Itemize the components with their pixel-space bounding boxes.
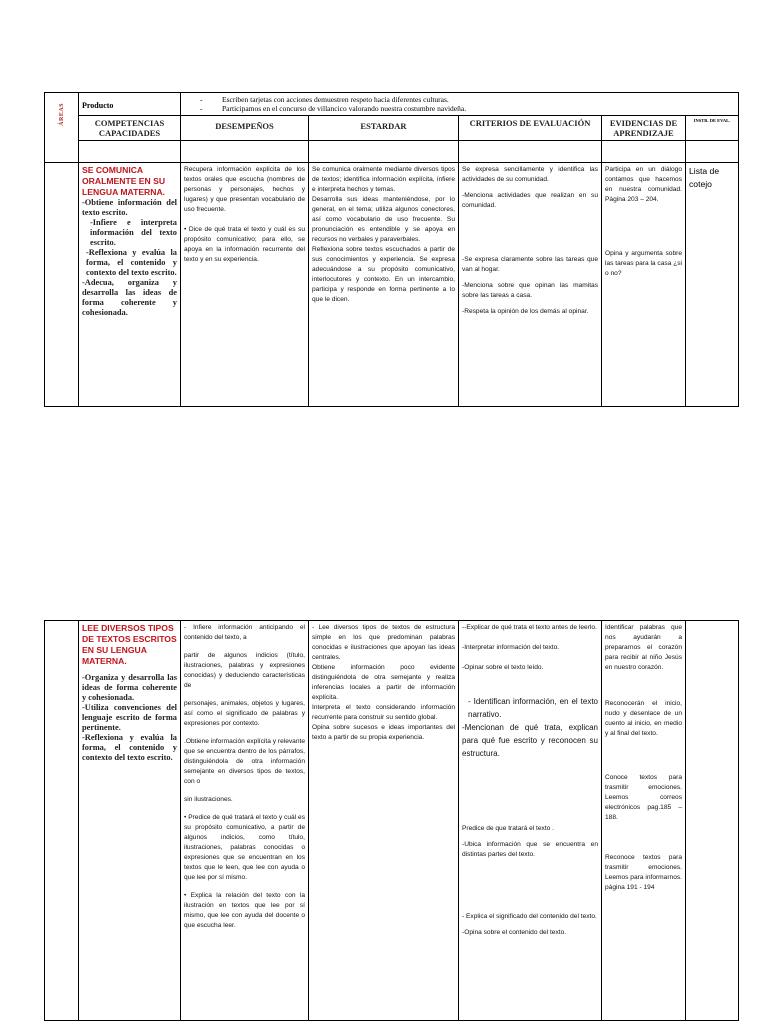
header-evidencias: EVIDENCIAS DE APRENDIZAJE [602, 116, 686, 141]
desempenos-cell [181, 163, 309, 407]
criterio-item: -Menciona actividades que realizan en su comunidad. [462, 192, 598, 209]
evidencia-item: Opina y argumenta sobre las tareas para la casa ¿si o no? [605, 250, 682, 277]
capacidad-item: -Adecua, organiza y desarrolla las ideas de forma coherente y cohesionada. [82, 278, 177, 317]
criterio-item: -Se expresa claramente sobre las tareas que van al hogar. [462, 256, 598, 273]
desempeno-item: Recupera información explícita de los textos orales que escucha (nombres de personas y personajes, hechos y lugares) y que presentan vocabulario de uso frecuente. [184, 166, 305, 213]
desempeno-item: .Obtiene información explícita y relevante que se encuentra dentro de los párrafos, distinguiéndola de otra información semejante en diversos tipos de textos, con o [184, 738, 305, 785]
competencia-title: SE COMUNICA ORALMENTE EN SU LENGUA MATERNA. [82, 165, 166, 197]
evidencia-item: Reconocerán el inicio, nudo y desenlace de un cuento al inicio, en medio y al final del texto. [605, 700, 682, 737]
capacidad-item: -Obtiene información del texto escrito. [82, 198, 177, 217]
evidencia-item: Conoce textos para trasmitir emociones. Leemos correos electrónicos pag.185 – 188. [605, 774, 682, 821]
header-instrumento: INSTR. DE EVAL. [686, 116, 739, 141]
estandar-item: Opina sobre sucesos e ideas importantes del texto a partir de su propia experiencia. [312, 724, 455, 741]
producto-label: Producto [82, 101, 114, 110]
area-cell-empty [45, 163, 79, 407]
competencia-cell [79, 163, 181, 407]
estandar-item: Reflexiona sobre textos escuchados a partir de sus conocimientos y experiencia. Se expresa adecuándose a su propósito comunicativo, interlocutores y contexto. En un intercambio, participa y responde en forma pertinente a lo que le dicen. [312, 246, 455, 303]
planning-table-bottom [44, 620, 739, 1021]
instrumento-cell [686, 163, 739, 407]
criterio-item: -Opina sobre el contenido del texto. [462, 929, 567, 936]
estandar-cell [309, 621, 459, 1021]
areas-label: ÁREAS [58, 103, 65, 126]
criterios-cell [459, 621, 602, 1021]
capacidad-item: -Infiere e interpreta información del texto escrito. [90, 218, 177, 247]
criterio-item: -Opinar sobre el texto leído. [462, 664, 544, 671]
instrumento-text: Lista de cotejo [689, 166, 720, 189]
desempenos-cell [181, 621, 309, 1021]
producto-label-cell [79, 93, 181, 116]
planning-table-top [44, 92, 739, 407]
header-competencias: COMPETENCIAS CAPACIDADES [79, 116, 181, 141]
estandar-item: Se comunica oralmente mediante diversos tipos de textos; identifica información explícita, infiere e interpreta hechos y temas. [312, 166, 455, 193]
capacidad-item: -Reflexiona y evalúa la forma, el contenido y contexto del texto escrito. [86, 248, 177, 277]
capacidad-item: -Reflexiona y evalúa la forma, el contenido y contexto del texto escrito. [82, 733, 177, 762]
desempeno-item: sin ilustraciones. [184, 796, 233, 803]
header-criterios: CRITERIOS DE EVALUACIÓN [459, 116, 602, 141]
areas-cell [45, 93, 79, 163]
evidencia-item: Participa en un diálogo contamos que hacemos en nuestra comunidad. Página 203 – 204. [605, 166, 682, 203]
evidencia-item: Identificar palabras que nos ayudarán a prepararnos el corazón para recibir al niño Jesús en nuestro corazón. [605, 624, 682, 671]
criterio-item: --Explicar de qué trata el texto antes de leerlo. [462, 624, 597, 631]
criterio-item: -Mencionan de qué trata, explican para qué fue escrito y reconocen su estructura. [462, 723, 598, 758]
instrumento-cell-empty [686, 621, 739, 1021]
estandar-item: Obtiene información poco evidente distinguiéndola de otra semejante y realiza inferencias locales a partir de información explícita. [312, 664, 455, 701]
criterio-item: Predice de que tratará el texto . [462, 825, 555, 832]
criterio-item: -Menciona sobre que opinan las mamitas sobre las tareas a casa. [462, 282, 598, 299]
header-estandar: ESTARDAR [309, 116, 459, 141]
criterio-item: - Explica el significado del contenido del texto. [462, 913, 597, 920]
competencia-title: LEE DIVERSOS TIPOS DE TEXTOS ESCRITOS EN SU LENGUA MATERNA. [82, 623, 177, 666]
desempeno-item: • Dice de qué trata el texto y cuál es su propósito comunicativo; para ello, se apoya en la información recurrente del texto y en su experiencia. [184, 226, 305, 263]
estandar-item: Desarrolla sus ideas manteniéndose, por lo general, en el tema; utiliza algunos conectores, así como vocabulario de uso frecuente. Su pronunciación es entendible y se apoya en recursos no verbales y paraverbales. [312, 196, 455, 243]
evidencia-item: Reconoce textos para trasmitir emociones. Leemos para informarnos. página 191 - 194 [605, 854, 682, 891]
criterio-item: Se expresa sencillamente y identifica las actividades de su comunidad. [462, 166, 598, 183]
estandar-cell [309, 163, 459, 407]
producto-item: - Participamos en el concurso de villancico valorando nuestra costumbre navideña. [198, 104, 735, 113]
competencia-cell [79, 621, 181, 1021]
evidencias-cell [602, 163, 686, 407]
area-cell-empty [45, 621, 79, 1021]
evidencias-cell [602, 621, 686, 1021]
criterio-item: -Respeta la opinión de los demás al opinar. [462, 308, 589, 315]
criterio-item: - Identifican información, en el texto narrativo. [468, 697, 598, 719]
producto-content-cell [181, 93, 739, 116]
desempeno-item: personajes, animales, objetos y lugares, así como el significado de palabras y expresiones por contexto. [184, 700, 305, 727]
estandar-item: Interpreta el texto considerando información recurrente para construir su sentido global. [312, 704, 455, 721]
header-desempenos: DESEMPEÑOS [181, 116, 309, 141]
producto-item: - Escriben tarjetas con acciones demuestren respeto hacia diferentes culturas. [198, 95, 735, 104]
capacidad-item: -Utiliza convenciones del lenguaje escrito de forma pertinente. [82, 703, 177, 732]
criterios-cell [459, 163, 602, 407]
desempeno-item: partir de algunos indicios (título, ilustraciones, palabras y expresiones conocidas) y deduciendo características de [184, 652, 305, 689]
capacidad-item: -Organiza y desarrolla las ideas de forma coherente y cohesionada. [82, 673, 177, 702]
desempeno-item: • Predice de qué tratará el texto y cuál es su propósito comunicativo, a partir de algunos indicios, como título, ilustraciones, palabras conocidas o expresiones que se encuentran en los textos que le leen, que lee con ayuda o que lee por sí mismo. [184, 814, 305, 881]
desempeno-item: - Infiere información anticipando el contenido del texto, a [184, 624, 305, 641]
desempeno-item: • Explica la relación del texto con la ilustración en textos que lee por sí mismo, que lee con ayuda del docente o que escucha leer. [184, 892, 305, 929]
criterio-item: -Ubica información que se encuentra en distintas partes del texto. [462, 841, 598, 858]
criterio-item: -Interpretar información del texto. [462, 644, 560, 651]
estandar-item: - Lee diversos tipos de textos de estructura simple en los que predominan palabras conocidas e ilustraciones que apoyan las ideas centrales. [312, 624, 455, 661]
